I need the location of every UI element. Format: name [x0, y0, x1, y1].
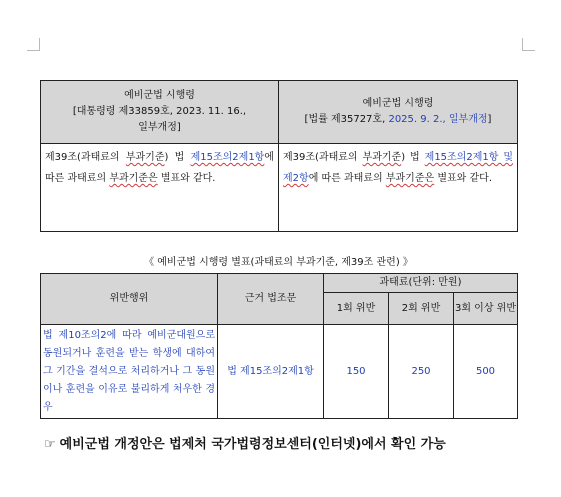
new-article-reference: 제15조의2제1항 및 제2항: [283, 152, 514, 184]
table-row: [41, 325, 518, 419]
new-law-number: [법률 제35727호,: [304, 114, 386, 125]
header-third-violation: 3회 이상 위반: [454, 293, 518, 325]
amendment-comparison-table: [40, 80, 518, 232]
violation-description: 법 제10조의2에 따라 예비군대원으로 동원되거나 훈련을 받는 학생에 대하여 그 기간을 결석으로 처리하거나 그 동원이나 훈련을 이유로 불리하게 처우한 경우: [41, 325, 218, 419]
header-fine-amount: 과태료(단위: 만원): [324, 274, 518, 293]
new-law-article: 제39조(과태료의 부과기준) 법 제15조의2제1항 및 제2항에 따른 과태료의 부과기준은 별표와 같다.: [279, 144, 518, 232]
new-law-number-line: [279, 112, 517, 128]
new-law-date: 2025. 9. 2., 일부개정: [388, 114, 488, 125]
new-law-header: [279, 81, 518, 144]
old-law-article: 제39조(과태료의 부과기준) 법 제15조의2제1항에 따른 과태료의 부과기준은 별표와 같다.: [41, 144, 279, 232]
new-law-title: 예비군법 시행령: [362, 98, 434, 109]
spelling-mark: 부과기준은: [109, 173, 158, 184]
reference-note-text: 예비군법 개정안은 법제처 국가법령정보센터(인터넷)에서 확인 가능: [59, 437, 446, 452]
fine-third: 500: [454, 325, 518, 419]
law-basis: 법 제15조의2제1항: [218, 325, 324, 419]
page-corner-mark-top-right: [522, 38, 535, 51]
fine-table-caption: 《 예비군법 시행령 별표(과태료의 부과기준, 제39조 관련) 》: [144, 257, 413, 268]
header-law-basis: 근거 법조문: [218, 274, 324, 325]
spelling-mark: 부과기준: [125, 152, 165, 163]
pointing-hand-icon: ☞: [44, 437, 56, 452]
old-law-revision: 일부개정]: [138, 122, 181, 133]
spelling-mark: 부과기준은: [385, 173, 435, 184]
old-law-decree-number: [대통령령 제33859호, 2023. 11. 16.,: [72, 106, 247, 117]
fine-second: 250: [389, 325, 454, 419]
old-law-title: 예비군법 시행령: [124, 90, 195, 101]
fine-first: 150: [324, 325, 389, 419]
old-law-header: [41, 81, 279, 144]
new-law-bracket: ]: [487, 114, 492, 125]
page-corner-mark-top-left: [27, 38, 40, 51]
header-first-violation: 1회 위반: [324, 293, 389, 325]
spelling-mark: 부과기준: [362, 152, 402, 163]
old-article-reference: 제15조의2제1항: [190, 152, 265, 163]
reference-note: [44, 436, 446, 454]
fine-schedule-table: [40, 273, 518, 419]
header-violation: 위반행위: [41, 274, 218, 325]
header-second-violation: 2회 위반: [389, 293, 454, 325]
